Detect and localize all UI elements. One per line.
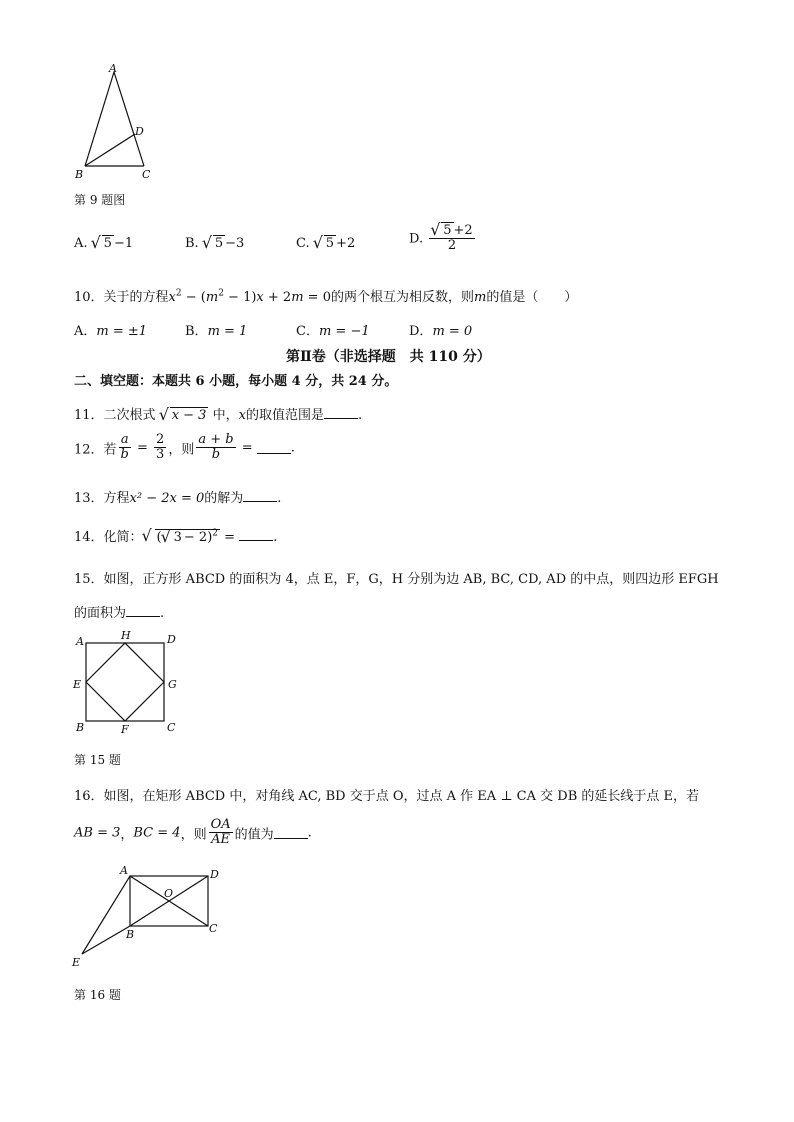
label-f: F [121, 723, 129, 736]
figure-16-rectangle [66, 862, 236, 972]
q9-option-d: D. √ $\frac{5 +2}{2}$ [409, 224, 477, 254]
q16-answer-blank[interactable] [274, 826, 308, 839]
label-g: G [168, 678, 177, 691]
q12-text: 12．若 $\frac{a}{b}$ = $\frac{2}{3}$ ，则 $\frac{a + b}{b}$ = . [74, 432, 295, 463]
label-c: C [167, 721, 176, 734]
q9-option-c: C. √ 5 +2 [296, 236, 355, 251]
q10-text: 10．关于的方程$x^2 - (m^2 - 1)x + 2m = 0$的两个根互为相反数，则m的值是（ ） [74, 288, 578, 305]
label-d: D [210, 868, 219, 881]
q12-answer-blank[interactable] [257, 441, 291, 454]
figure-15-square [70, 628, 190, 738]
q10-option-c: C．m = −1 [296, 324, 370, 339]
q15-line1: 15．如图，正方形 ABCD 的面积为 4，点 E，F，G，H 分别为边 AB, BC, CD, AD 的中点，则四边形 EFGH [74, 572, 719, 587]
label-a: A [76, 635, 84, 648]
section-2-heading: 二、填空题：本题共 6 小题，每小题 4 分，共 24 分。 [74, 374, 398, 389]
q14-text: 14．化简：√ (√ 3 − 2)$^2$ = . [74, 526, 277, 545]
label-c: C [209, 922, 218, 935]
q10-option-b: B．m = 1 [185, 324, 248, 339]
q9-option-b: B. √ 5 −3 [185, 236, 244, 251]
label-e: E [72, 956, 81, 969]
q13-text: 13．方程x² − 2x = 0的解为 . [74, 491, 282, 506]
q11-text: 11．二次根式 √ x − 3 中，x的取值范围是 . [74, 404, 362, 423]
figure-15-caption: 第 15 题 [74, 753, 121, 767]
figure-16-caption: 第 16 题 [74, 988, 121, 1002]
label-b: B [75, 168, 84, 181]
q10-option-d: D．m = 0 [409, 324, 473, 339]
label-h: H [121, 629, 131, 642]
label-o: O [164, 887, 174, 900]
label-c: C [142, 168, 151, 181]
label-d: D [135, 125, 144, 138]
q15-line2: 的面积为 . [74, 606, 165, 621]
q15-answer-blank[interactable] [126, 604, 160, 617]
q16-line1: 16．如图，在矩形 ABCD 中，对角线 AC, BD 交于点 O，过点 A 作 EA ⊥ CA 交 DB 的延长线于点 E，若 [74, 789, 700, 804]
label-a: A [120, 864, 128, 877]
label-a: A [109, 62, 117, 75]
section-2-title: 第Ⅱ卷（非选择题 共 110 分） [286, 349, 491, 365]
label-b: B [76, 721, 85, 734]
q10-option-a: A．m = ±1 [74, 324, 148, 339]
label-d: D [167, 633, 176, 646]
q14-answer-blank[interactable] [239, 528, 273, 541]
q13-answer-blank[interactable] [243, 489, 277, 502]
label-b: B [126, 928, 135, 941]
figure-9-triangle [72, 62, 162, 182]
q9-option-a: A. √ 5 −1 [74, 236, 133, 251]
label-e: E [73, 678, 82, 691]
q16-line2: AB = 3，BC = 4，则 $\frac{OA}{AE}$ 的值为 . [74, 817, 312, 848]
figure-9-caption: 第 9 题图 [74, 193, 126, 207]
q11-answer-blank[interactable] [324, 406, 358, 419]
